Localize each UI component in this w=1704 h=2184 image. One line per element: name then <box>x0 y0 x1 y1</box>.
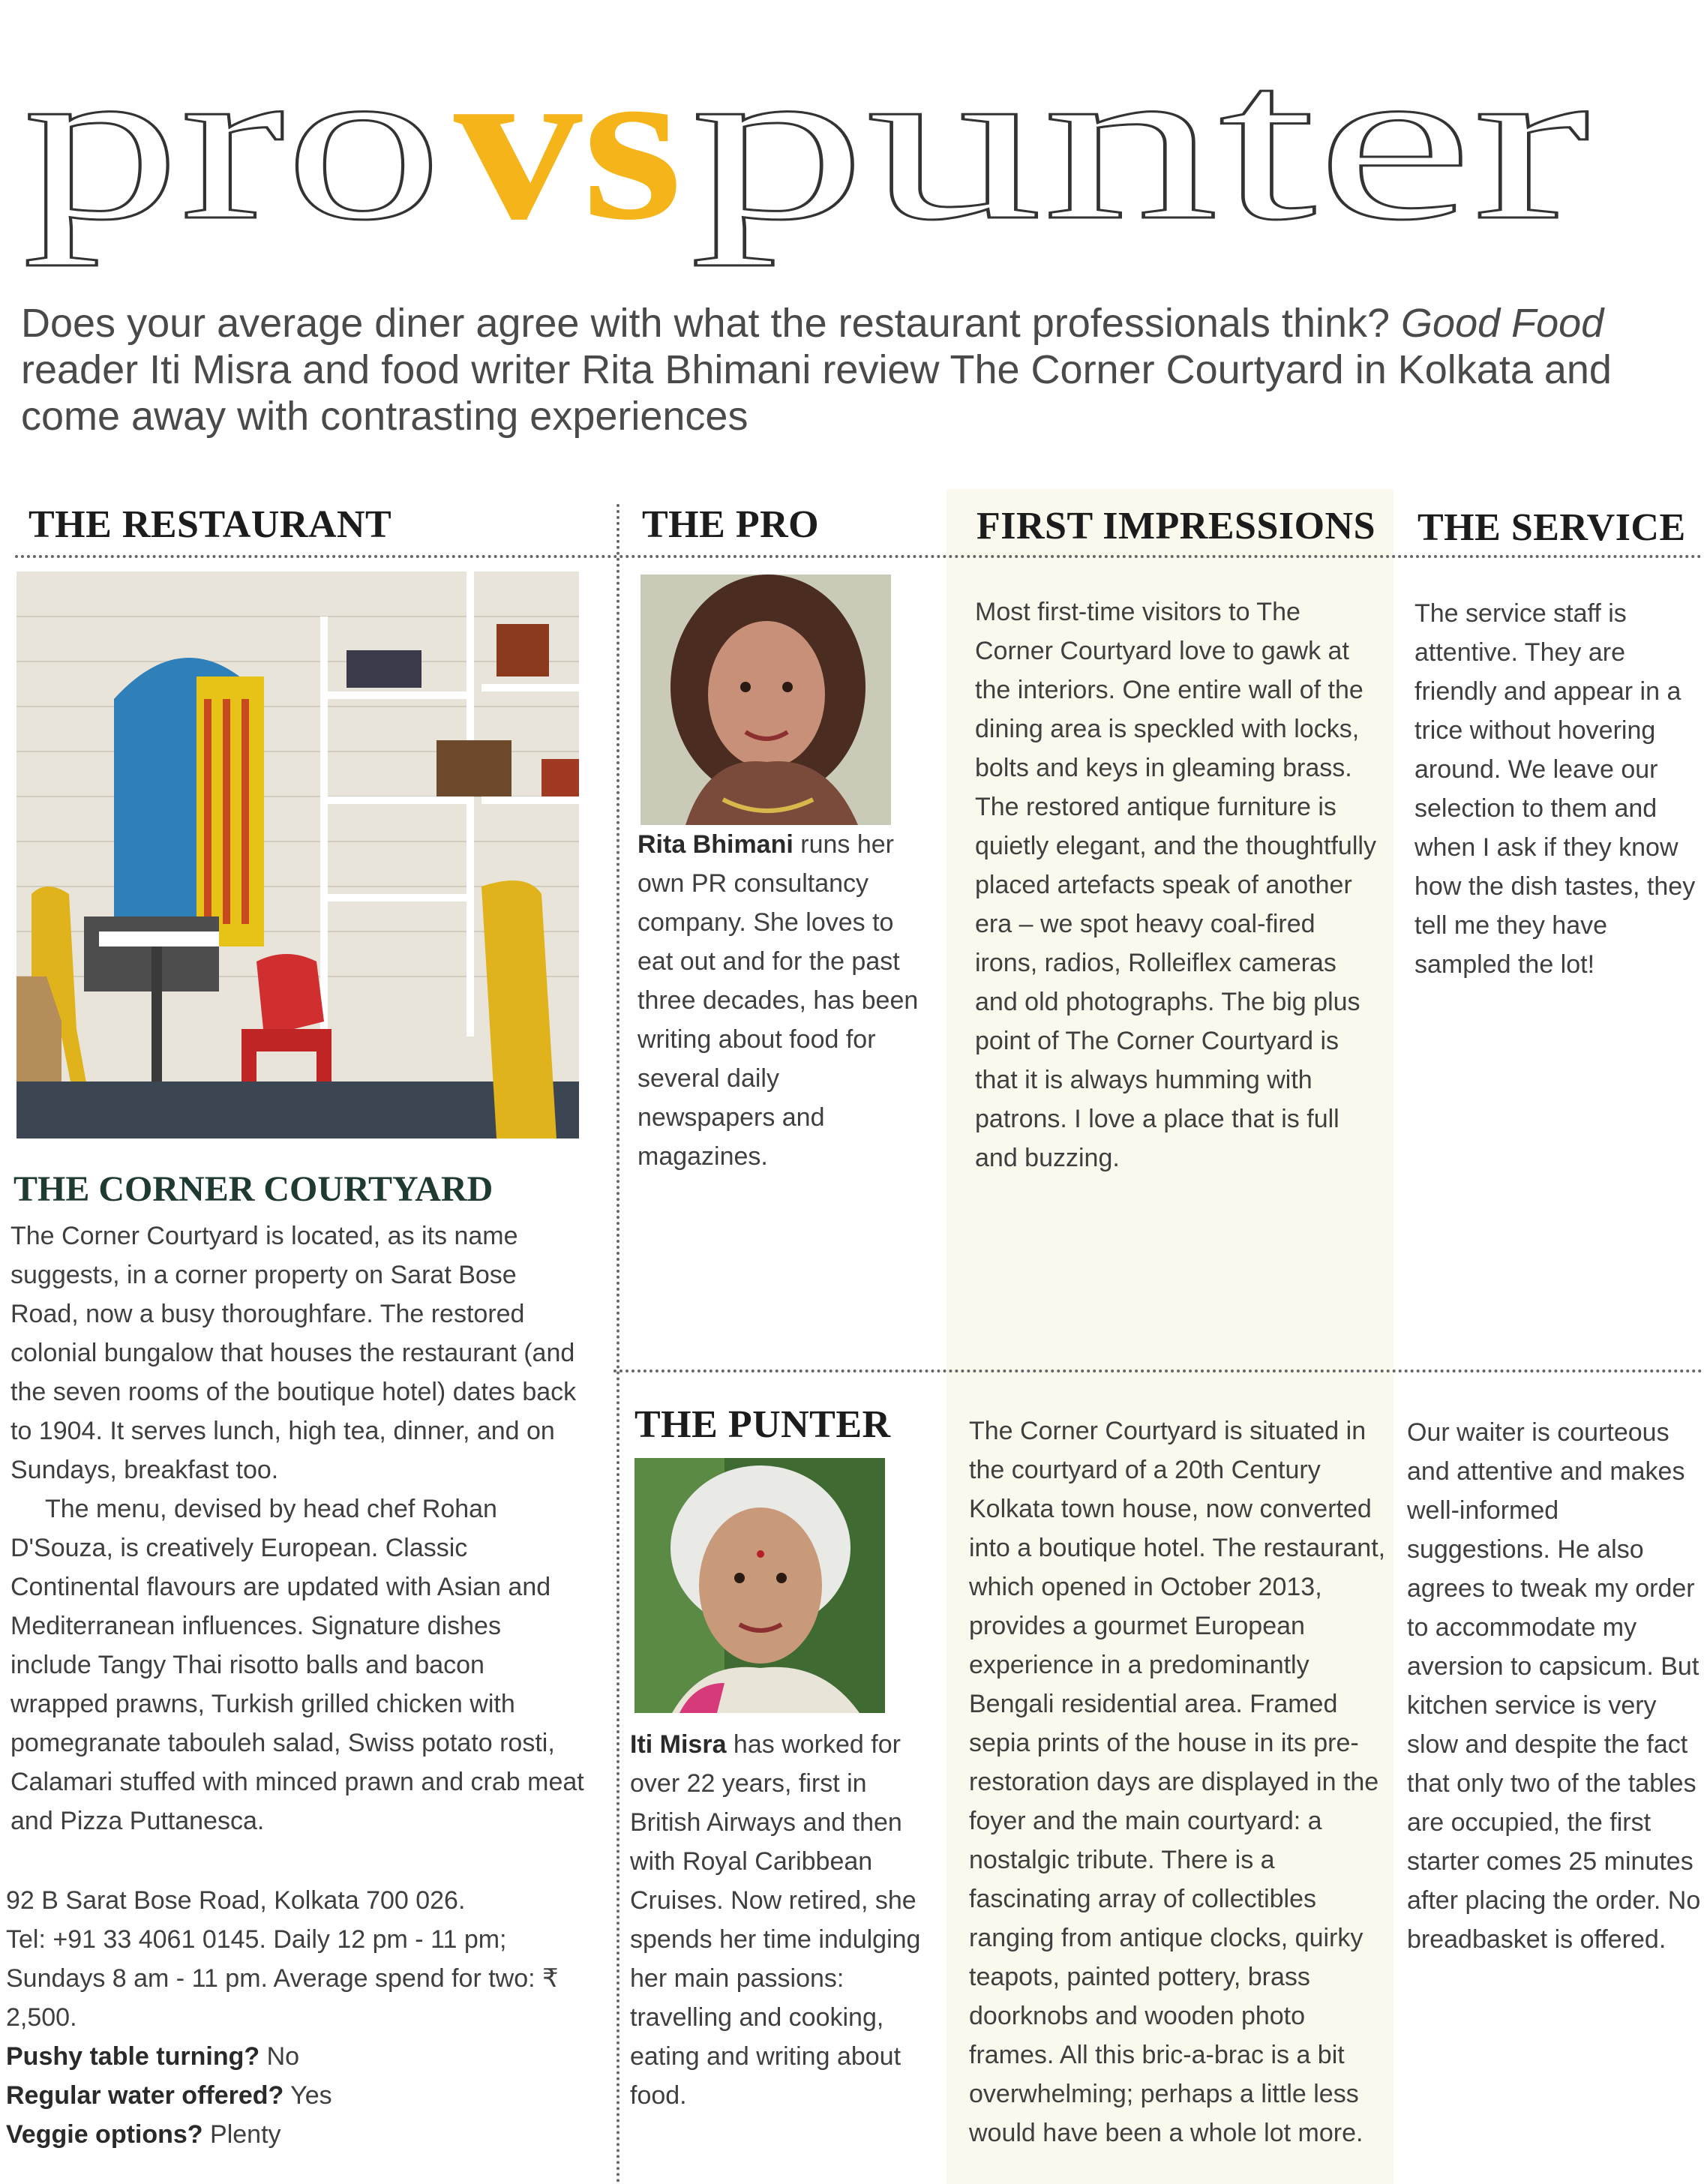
restaurant-description <box>10 1216 588 1840</box>
restaurant-interior-photo <box>16 572 579 1138</box>
masthead-pro: pro <box>22 17 442 266</box>
fact-veggie: Veggie options? Plenty <box>6 2120 281 2149</box>
punter-name: Iti Misra <box>630 1730 727 1759</box>
masthead-punter: punter <box>690 17 1590 266</box>
rita-bhimani-portrait <box>640 574 891 825</box>
publication-name: Good Food <box>1401 301 1604 346</box>
fact-water: Regular water offered? Yes <box>6 2081 332 2110</box>
heading-the-restaurant: THE RESTAURANT <box>28 503 392 546</box>
restaurant-facts <box>6 2037 591 2154</box>
pro-name: Rita Bhimani <box>638 830 794 859</box>
restaurant-name: THE CORNER COURTYARD <box>14 1169 494 1209</box>
pro-service-text: The service staff is attentive. They are friendly and appear in a trice without hovering around. We leave our selection to them and when I ask if they know how the dish tastes, they tell me they have sampled the lot! <box>1414 599 1696 979</box>
pro-bio: Rita Bhimani runs her own PR consultancy company. She loves to eat out and for the past three decades, has been writing about food for several daily newspapers and magazines. <box>638 830 919 1171</box>
pro-first-impressions-text: Most first-time visitors to The Corner Courtyard love to gawk at the interiors. One entire wall of the dining area is speckled with locks, bolts and keys in gleaming brass. The restored antique furniture is quietly elegant, and the thoughtfully placed artefacts speak of another era – we spot heavy coal-fired irons, radios, Rolleiflex cameras and old photographs. The big plus point of The Corner Courtyard is that it is always humming with patrons. I love a place that is full and buzzing. <box>975 598 1376 1172</box>
masthead-vs: vs <box>454 17 682 266</box>
restaurant-hours: Tel: +91 33 4061 0145. Daily 12 pm - 11 pm; Sundays 8 am - 11 pm. Average spend for two: ₹ 2,500. <box>6 1925 559 2032</box>
iti-misra-portrait <box>634 1458 885 1713</box>
rule-middle <box>614 1370 1702 1372</box>
masthead-title <box>15 15 1665 278</box>
heading-the-service: THE SERVICE <box>1418 506 1686 549</box>
punter-bio: Iti Misra has worked for over 22 years, first in British Airways and then with Royal Caribbean Cruises. Now retired, she spends her time indulging her main passions: travelling and cooking, eating and writing about food. <box>630 1730 921 2110</box>
restaurant-para-2: The menu, devised by head chef Rohan D'Souza, is creatively European. Classic Continental flavours are updated with Asian and Mediterranean influences. Signature dishes include Tangy Thai risotto balls and bacon wrapped prawns, Turkish grilled chicken with pomegranate tabouleh salad, Swiss potato rosti, Calamari stuffed with minced prawn and crab meat and Pizza Puttanesca. <box>10 1495 584 1835</box>
rule-top <box>15 555 1702 558</box>
fact-table-turning: Pushy table turning? No <box>6 2042 300 2071</box>
intro-standfirst: Does your average diner agree with what the restaurant professionals think? Good Food reader Iti Misra and food writer Rita Bhimani review The Corner Courtyard in Kolkata and come away with contrasting experiences <box>21 301 1612 439</box>
rule-column-divider <box>616 504 620 2184</box>
restaurant-para-1: The Corner Courtyard is located, as its name suggests, in a corner property on Sarat Bose Road, now a busy thoroughfare. The restored colonial bungalow that houses the restaurant (and the seven rooms of the boutique hotel) dates back to 1904. It serves lunch, high tea, dinner, and on Sundays, breakfast too. <box>10 1222 577 1484</box>
punter-service-text: Our waiter is courteous and attentive and makes well-informed suggestions. He also agrees to tweak my order to accommodate my aversion to capsicum. But kitchen service is very slow and despite the fact that only two of the tables are occupied, the first starter comes 25 minutes after placing the order. No breadbasket is offered. <box>1407 1418 1701 1954</box>
heading-first-impressions: FIRST IMPRESSIONS <box>976 505 1376 548</box>
restaurant-contact <box>6 1881 591 2037</box>
heading-the-punter: THE PUNTER <box>634 1403 891 1446</box>
restaurant-address: 92 B Sarat Bose Road, Kolkata 700 026. <box>6 1886 466 1915</box>
heading-the-pro: THE PRO <box>642 503 820 546</box>
punter-first-impressions-text: The Corner Courtyard is situated in the courtyard of a 20th Century Kolkata town house, now converted into a boutique hotel. The restaurant, which opened in October 2013, provides a gourmet European experience in a predominantly Bengali residential area. Framed sepia prints of the house in its pre-restoration days are displayed in the foyer and the main courtyard: a nostalgic tribute. There is a fascinating array of collectibles ranging from antique clocks, quirky teapots, painted pottery, brass doorknobs and wooden photo frames. All this bric-a-brac is a bit overwhelming; perhaps a little less would have been a whole lot more. <box>969 1417 1386 2147</box>
